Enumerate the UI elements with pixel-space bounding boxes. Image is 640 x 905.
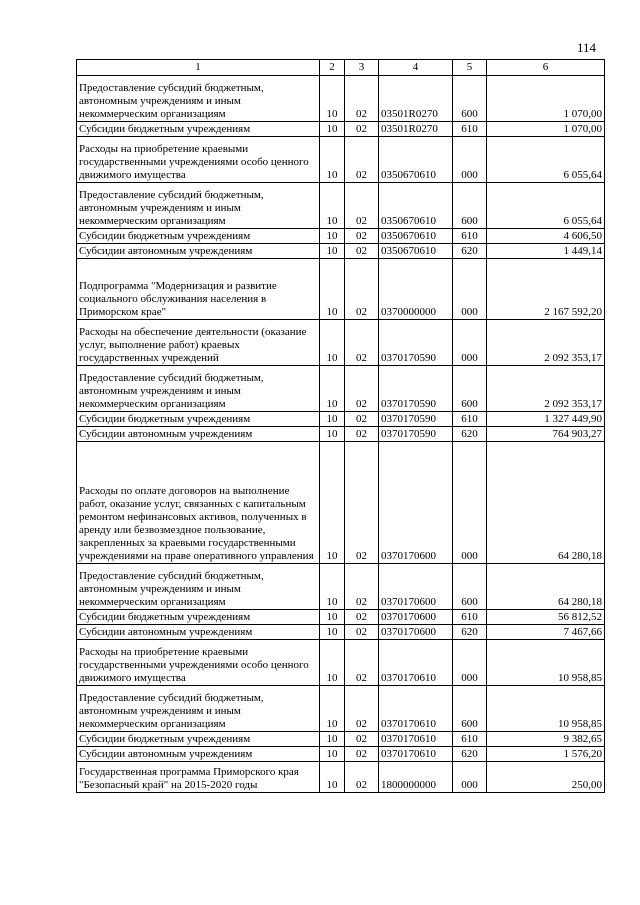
cell-section: 10 (320, 320, 345, 366)
cell-name: Субсидии автономным учреждениям (77, 427, 320, 442)
table-row (77, 564, 605, 610)
cell-section: 10 (320, 427, 345, 442)
table-row (77, 412, 605, 427)
cell-amount: 4 606,50 (487, 229, 605, 244)
cell-code: 03501R0270 (379, 122, 453, 137)
cell-section: 10 (320, 625, 345, 640)
cell-code: 0370170610 (379, 640, 453, 686)
cell-amount: 2 167 592,20 (487, 259, 605, 320)
table-row (77, 244, 605, 259)
cell-code: 0370170590 (379, 412, 453, 427)
cell-subsection: 02 (345, 625, 379, 640)
table-row (77, 640, 605, 686)
cell-name: Предоставление субсидий бюджетным, автономным учреждениям и иным некоммерческим организациям (77, 366, 320, 412)
cell-section: 10 (320, 183, 345, 229)
cell-expense-type: 610 (453, 610, 487, 625)
cell-section: 10 (320, 686, 345, 732)
cell-amount: 10 958,85 (487, 640, 605, 686)
table-row (77, 427, 605, 442)
cell-code: 0350670610 (379, 244, 453, 259)
cell-section: 10 (320, 259, 345, 320)
cell-amount: 64 280,18 (487, 442, 605, 564)
cell-section: 10 (320, 76, 345, 122)
table-row (77, 259, 605, 320)
cell-name: Предоставление субсидий бюджетным, автономным учреждениям и иным некоммерческим организациям (77, 183, 320, 229)
header-col-5: 5 (453, 60, 487, 76)
table-row (77, 625, 605, 640)
table-body (77, 76, 605, 793)
cell-code: 0370170610 (379, 686, 453, 732)
cell-subsection: 02 (345, 137, 379, 183)
cell-section: 10 (320, 564, 345, 610)
budget-table (76, 59, 605, 793)
cell-name: Расходы на приобретение краевыми государственными учреждениями особо ценного движимого имущества (77, 137, 320, 183)
cell-amount: 6 055,64 (487, 137, 605, 183)
cell-amount: 64 280,18 (487, 564, 605, 610)
cell-subsection: 02 (345, 244, 379, 259)
cell-subsection: 02 (345, 762, 379, 793)
cell-subsection: 02 (345, 320, 379, 366)
cell-name: Предоставление субсидий бюджетным, автономным учреждениям и иным некоммерческим организациям (77, 76, 320, 122)
cell-amount: 1 576,20 (487, 747, 605, 762)
cell-amount: 764 903,27 (487, 427, 605, 442)
cell-expense-type: 000 (453, 320, 487, 366)
header-col-2: 2 (320, 60, 345, 76)
header-col-1: 1 (77, 60, 320, 76)
cell-subsection: 02 (345, 564, 379, 610)
cell-amount: 250,00 (487, 762, 605, 793)
cell-code: 0370170600 (379, 564, 453, 610)
cell-amount: 7 467,66 (487, 625, 605, 640)
table-row (77, 442, 605, 564)
cell-subsection: 02 (345, 640, 379, 686)
cell-name: Субсидии бюджетным учреждениям (77, 610, 320, 625)
cell-expense-type: 610 (453, 732, 487, 747)
cell-subsection: 02 (345, 183, 379, 229)
cell-name: Субсидии бюджетным учреждениям (77, 122, 320, 137)
cell-code: 0350670610 (379, 229, 453, 244)
cell-amount: 10 958,85 (487, 686, 605, 732)
cell-section: 10 (320, 747, 345, 762)
cell-name: Расходы на обеспечение деятельности (оказание услуг, выполнение работ) краевых государственных учреждений (77, 320, 320, 366)
cell-code: 0350670610 (379, 183, 453, 229)
cell-expense-type: 620 (453, 427, 487, 442)
cell-name: Субсидии автономным учреждениям (77, 244, 320, 259)
cell-subsection: 02 (345, 610, 379, 625)
cell-name: Субсидии бюджетным учреждениям (77, 229, 320, 244)
cell-amount: 2 092 353,17 (487, 366, 605, 412)
cell-amount: 1 070,00 (487, 76, 605, 122)
cell-section: 10 (320, 122, 345, 137)
table-row (77, 183, 605, 229)
table-row (77, 229, 605, 244)
cell-expense-type: 610 (453, 122, 487, 137)
cell-subsection: 02 (345, 732, 379, 747)
table-row (77, 762, 605, 793)
table-header-row (77, 60, 605, 76)
cell-subsection: 02 (345, 412, 379, 427)
cell-section: 10 (320, 640, 345, 686)
cell-section: 10 (320, 412, 345, 427)
cell-name: Субсидии бюджетным учреждениям (77, 412, 320, 427)
cell-expense-type: 600 (453, 686, 487, 732)
cell-name: Субсидии бюджетным учреждениям (77, 732, 320, 747)
cell-expense-type: 000 (453, 442, 487, 564)
cell-expense-type: 000 (453, 137, 487, 183)
cell-section: 10 (320, 137, 345, 183)
cell-expense-type: 600 (453, 366, 487, 412)
cell-code: 0370170600 (379, 442, 453, 564)
cell-subsection: 02 (345, 366, 379, 412)
cell-expense-type: 600 (453, 76, 487, 122)
cell-subsection: 02 (345, 427, 379, 442)
cell-code: 0370170600 (379, 625, 453, 640)
cell-name: Расходы по оплате договоров на выполнение работ, оказание услуг, связанных с капитальным ремонтом нефинансовых активов, полученных в аренду или безвозмездное пользование, закрепленных за краевыми государственными учреждениями на праве оперативного управления (77, 442, 320, 564)
cell-code: 0370000000 (379, 259, 453, 320)
cell-name: Государственная программа Приморского края "Безопасный край" на 2015-2020 годы (77, 762, 320, 793)
cell-section: 10 (320, 366, 345, 412)
cell-subsection: 02 (345, 122, 379, 137)
cell-expense-type: 600 (453, 564, 487, 610)
cell-subsection: 02 (345, 76, 379, 122)
cell-code: 0350670610 (379, 137, 453, 183)
cell-section: 10 (320, 244, 345, 259)
cell-name: Субсидии автономным учреждениям (77, 747, 320, 762)
header-col-6: 6 (487, 60, 605, 76)
cell-code: 1800000000 (379, 762, 453, 793)
cell-code: 0370170590 (379, 427, 453, 442)
page-number: 114 (577, 40, 597, 55)
cell-section: 10 (320, 732, 345, 747)
cell-code: 0370170610 (379, 747, 453, 762)
cell-expense-type: 620 (453, 244, 487, 259)
cell-amount: 1 070,00 (487, 122, 605, 137)
table-row (77, 320, 605, 366)
cell-section: 10 (320, 762, 345, 793)
table-row (77, 686, 605, 732)
cell-code: 0370170610 (379, 732, 453, 747)
header-col-4: 4 (379, 60, 453, 76)
cell-amount: 9 382,65 (487, 732, 605, 747)
cell-amount: 1 449,14 (487, 244, 605, 259)
cell-expense-type: 620 (453, 625, 487, 640)
cell-name: Субсидии автономным учреждениям (77, 625, 320, 640)
cell-expense-type: 600 (453, 183, 487, 229)
cell-subsection: 02 (345, 686, 379, 732)
table-row (77, 610, 605, 625)
cell-amount: 2 092 353,17 (487, 320, 605, 366)
cell-expense-type: 620 (453, 747, 487, 762)
table-row (77, 122, 605, 137)
header-col-3: 3 (345, 60, 379, 76)
cell-amount: 1 327 449,90 (487, 412, 605, 427)
table-row (77, 747, 605, 762)
table-row (77, 732, 605, 747)
cell-section: 10 (320, 229, 345, 244)
cell-expense-type: 000 (453, 640, 487, 686)
cell-code: 0370170590 (379, 320, 453, 366)
cell-code: 0370170590 (379, 366, 453, 412)
cell-expense-type: 610 (453, 229, 487, 244)
cell-subsection: 02 (345, 442, 379, 564)
cell-expense-type: 000 (453, 259, 487, 320)
cell-section: 10 (320, 610, 345, 625)
cell-expense-type: 000 (453, 762, 487, 793)
cell-expense-type: 610 (453, 412, 487, 427)
cell-subsection: 02 (345, 259, 379, 320)
cell-name: Расходы на приобретение краевыми государственными учреждениями особо ценного движимого имущества (77, 640, 320, 686)
cell-name: Предоставление субсидий бюджетным, автономным учреждениям и иным некоммерческим организациям (77, 686, 320, 732)
table-row (77, 137, 605, 183)
cell-name: Подпрограмма "Модернизация и развитие социального обслуживания населения в Приморском крае" (77, 259, 320, 320)
table-row (77, 366, 605, 412)
cell-amount: 6 055,64 (487, 183, 605, 229)
cell-subsection: 02 (345, 747, 379, 762)
cell-subsection: 02 (345, 229, 379, 244)
cell-amount: 56 812,52 (487, 610, 605, 625)
cell-code: 0370170600 (379, 610, 453, 625)
cell-name: Предоставление субсидий бюджетным, автономным учреждениям и иным некоммерческим организациям (77, 564, 320, 610)
cell-section: 10 (320, 442, 345, 564)
cell-code: 03501R0270 (379, 76, 453, 122)
table-row (77, 76, 605, 122)
